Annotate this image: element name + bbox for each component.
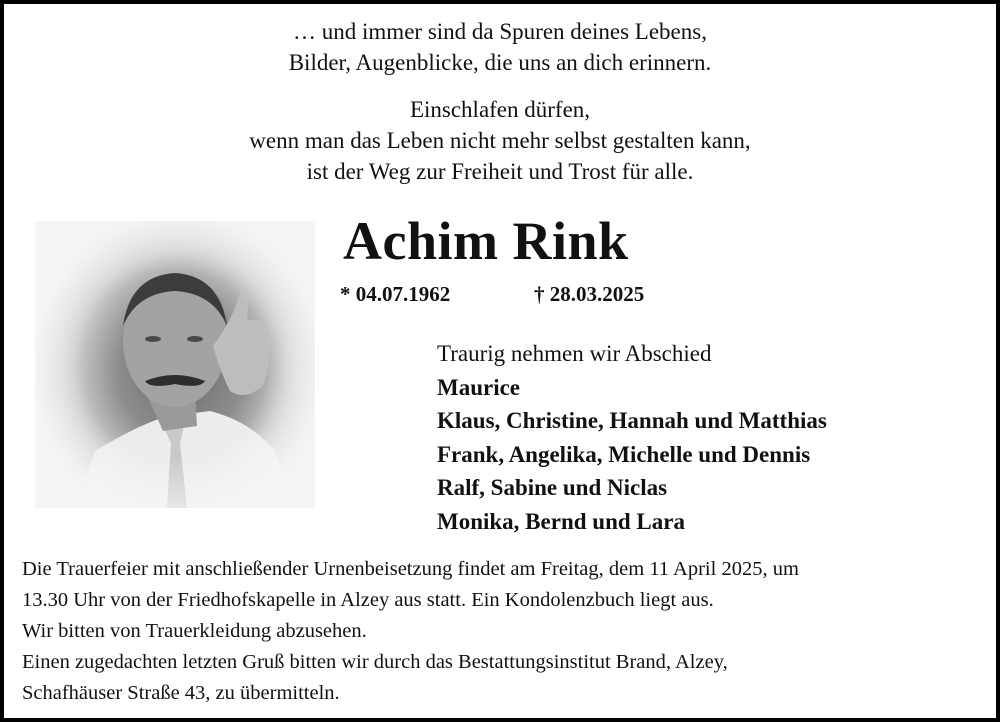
mourner-family: Ralf, Sabine und Niclas — [437, 475, 668, 500]
birth-date: * 04.07.1962 — [340, 282, 451, 306]
mourner-family: Maurice — [437, 374, 521, 400]
mourners-intro: Traurig nehmen wir Abschied — [437, 341, 712, 366]
poem-line: Einschlafen dürfen, — [409, 97, 591, 122]
poem-line: … und immer sind da Spuren deines Lebens, — [293, 19, 707, 44]
poem-stanza-1 — [4, 16, 996, 78]
mourner-family: Frank, Angelika, Michelle und Dennis — [437, 441, 811, 467]
notice-line: Wir bitten von Trauerkleidung abzusehen. — [22, 620, 367, 642]
notice-line: Die Trauerfeier mit anschließender Urnenbeisetzung findet am Freitag, dem 11 April 2025, um — [22, 558, 799, 580]
mourners-list — [437, 337, 827, 538]
notice-line: Schafhäuser Straße 43, zu übermitteln. — [22, 682, 340, 704]
portrait-photo — [35, 221, 315, 508]
mourner-family: Klaus, Christine, Hannah und Matthias — [437, 408, 827, 433]
funeral-notice — [22, 554, 982, 709]
deceased-name: Achim Rink — [343, 211, 629, 271]
poem-stanza-2 — [4, 94, 996, 187]
obituary-card — [4, 4, 996, 718]
poem-line: ist der Weg zur Freiheit und Trost für alle. — [306, 159, 694, 184]
poem-line: wenn man das Leben nicht mehr selbst gestalten kann, — [249, 128, 751, 153]
death-date: † 28.03.2025 — [534, 282, 645, 306]
notice-line: 13.30 Uhr von der Friedhofskapelle in Alzey aus statt. Ein Kondolenzbuch liegt aus. — [22, 589, 714, 611]
notice-line: Einen zugedachten letzten Gruß bitten wir durch das Bestattungsinstitut Brand, Alzey, — [22, 651, 728, 673]
mourner-family: Monika, Bernd und Lara — [437, 508, 685, 534]
portrait-photo-icon — [35, 221, 315, 508]
poem-line: Bilder, Augenblicke, die uns an dich erinnern. — [288, 50, 712, 75]
